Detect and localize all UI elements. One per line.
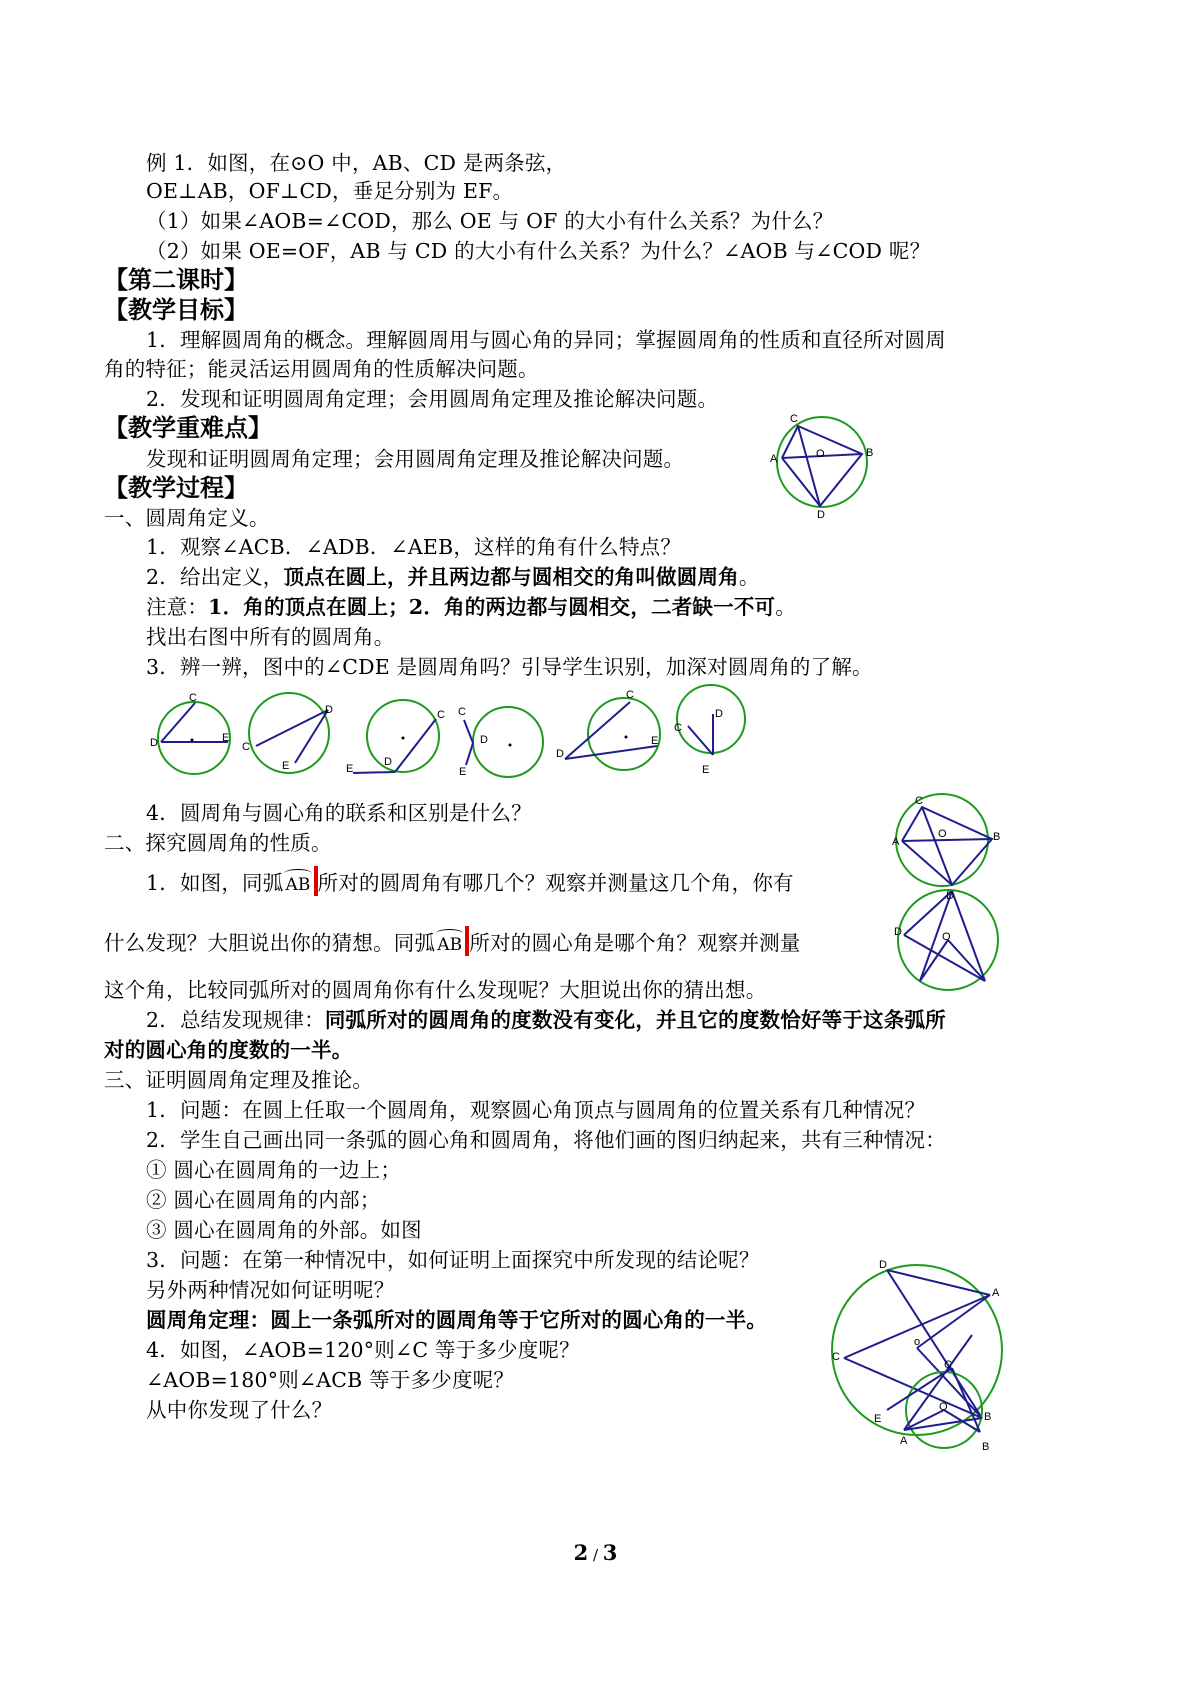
section3-case1: ① 圆心在圆周角的一边上； <box>146 1158 402 1182</box>
section1-p2: 2．给出定义，顶点在圆上，并且两边都与圆相交的角叫做圆周角。 <box>146 565 760 589</box>
identify-circle-6 <box>677 685 745 753</box>
label-o: O <box>816 448 825 460</box>
section1-find: 找出右图中所有的圆周角。 <box>146 625 395 649</box>
rule-bold: 对的圆心角的度数的一半。 <box>104 1038 353 1062</box>
section2-q2-line1: 2．总结发现规律：同弧所对的圆周角的度数没有变化，并且它的度数恰好等于这条弧所 <box>146 1008 946 1032</box>
section3-q2: 2．学生自己画出同一条弧的圆心角和圆周角，将他们画的图归纳起来，共有三种情况： <box>146 1128 946 1152</box>
label-d: D <box>480 734 488 746</box>
identify-seg <box>464 720 473 743</box>
label-o-small: o <box>914 1336 921 1348</box>
center-dot <box>509 744 512 747</box>
figure-chord <box>902 839 992 841</box>
label-c: C <box>189 692 197 704</box>
arc-ab: AB <box>283 872 312 898</box>
section3-q4c: 从中你发现了什么？ <box>146 1398 333 1422</box>
label-a: A <box>770 453 778 465</box>
heading-goals: 【教学目标】 <box>104 296 248 324</box>
label-e: E <box>222 732 230 744</box>
identify-circle-1 <box>158 702 230 774</box>
label-b: B <box>984 1411 992 1423</box>
section2-q1-line1: 1．如图，同弧 AB 所对的圆周角有哪几个？观察并测量这几个角，你有 <box>146 866 794 898</box>
heading-lesson2: 【第二课时】 <box>104 266 248 294</box>
label-c: C <box>242 741 250 753</box>
center-dot <box>191 739 194 742</box>
section1-title: 一、圆周角定义。 <box>104 506 270 530</box>
label-e: E <box>459 766 467 778</box>
section3-q3a: 3．问题：在第一种情况中，如何证明上面探究中所发现的结论呢？ <box>146 1248 760 1272</box>
identify-seg <box>466 743 473 765</box>
label-c: C <box>832 1351 840 1363</box>
example1-question1: （1）如果∠AOB=∠COD，那么 OE 与 OF 的大小有什么关系？为什么？ <box>146 209 834 233</box>
label-d: D <box>715 708 723 720</box>
section2-q1-line2: 什么发现？大胆说出你的猜想。同弧 AB 所对的圆心角是哪个角？观察并测量 <box>104 926 801 958</box>
center-dot <box>625 736 628 739</box>
label-d: D <box>150 737 158 749</box>
section3-q3b: 另外两种情况如何证明呢？ <box>146 1278 395 1302</box>
label-e: E <box>651 735 659 747</box>
label-a: A <box>992 1287 1000 1299</box>
label-d: D <box>946 890 954 902</box>
figure-chord <box>887 1270 982 1418</box>
label-c: C <box>458 706 466 718</box>
label-d: D <box>817 509 825 521</box>
page-number: 2 / 3 <box>573 1540 618 1565</box>
label-o: O <box>938 828 947 840</box>
section1-note: 注意：1．角的顶点在圆上；2．角的两边都与圆相交，二者缺一不可。 <box>146 595 796 619</box>
label-d: D <box>384 756 392 768</box>
label-e: E <box>346 763 354 775</box>
label-b: B <box>866 447 874 459</box>
label-c: C <box>674 722 682 734</box>
figure-central-angle <box>832 1260 1022 1470</box>
label-e: E <box>874 1413 882 1425</box>
section3-case2: ② 圆心在圆周角的内部； <box>146 1188 381 1212</box>
figure-chord-cd <box>798 426 820 506</box>
identify-seg <box>353 772 395 773</box>
example1-question2: （2）如果 OE=OF，AB 与 CD 的大小有什么关系？为什么？∠AOB 与∠COD 呢？ <box>146 239 931 263</box>
figure-same-arc <box>888 795 1008 1015</box>
theorem: 圆周角定理：圆上一条弧所对的圆周角等于它所对的圆心角的一半。 <box>146 1308 767 1332</box>
label-a: A <box>900 1435 908 1447</box>
goal-1-line2: 角的特征；能灵活运用圆周角的性质解决问题。 <box>104 357 539 381</box>
label-b: B <box>982 1441 990 1453</box>
label-b: B <box>993 831 1001 843</box>
label-d: D <box>894 926 902 938</box>
figure-inscribed-quadrilateral <box>770 410 880 520</box>
figure-quadrilateral <box>782 426 862 506</box>
identify-seg <box>161 703 195 742</box>
figure-circle <box>777 417 867 507</box>
section2-title: 二、探究圆周角的性质。 <box>104 831 332 855</box>
section1-p4: 4．圆周角与圆心角的联系和区别是什么？ <box>146 801 532 825</box>
label-c: C <box>626 689 634 701</box>
example1-line2: OE⊥AB，OF⊥CD，垂足分别为 EF。 <box>146 179 514 203</box>
section2-q1-line3: 这个角，比较同弧所对的圆周角你有什么发现呢？大胆说出你的猜出想。 <box>104 978 767 1002</box>
definition-text: 顶点在圆上，并且两边都与圆相交的角叫做圆周角 <box>283 565 739 589</box>
section3-q4b: ∠AOB=180°则∠ACB 等于多少度呢？ <box>146 1368 515 1392</box>
keypoints-text: 发现和证明圆周角定理；会用圆周角定理及推论解决问题。 <box>146 447 685 471</box>
goal-2: 2．发现和证明圆周角定理；会用圆周角定理及推论解决问题。 <box>146 387 719 411</box>
rule-bold: 同弧所对的圆周角的度数没有变化，并且它的度数恰好等于这条弧所 <box>324 1008 946 1032</box>
figure-chord <box>952 891 985 981</box>
heading-process: 【教学过程】 <box>104 474 248 502</box>
goal-1-line1: 1．理解圆周角的概念。理解圆周用与圆心角的异同；掌握圆周角的性质和直径所对圆周 <box>146 328 946 352</box>
label-o: O <box>942 931 951 943</box>
note-bold: 1．角的顶点在圆上；2．角的两边都与圆相交，二者缺一不可 <box>208 595 776 619</box>
label-c: C <box>790 413 798 425</box>
heading-keypoints: 【教学重难点】 <box>104 414 272 442</box>
label-e: E <box>702 764 710 776</box>
section3-q4a: 4．如图，∠AOB=120°则∠C 等于多少度呢？ <box>146 1338 580 1362</box>
section3-q1: 1．问题：在圆上任取一个圆周角，观察圆心角顶点与圆周角的位置关系有几种情况？ <box>146 1098 926 1122</box>
section3-case3: ③ 圆心在圆周角的外部。如图 <box>146 1218 422 1242</box>
label-c: C <box>915 795 923 807</box>
figure-identify-row <box>148 683 758 783</box>
label-d: D <box>879 1259 887 1271</box>
identify-seg <box>395 719 436 772</box>
section1-p3: 3．辨一辨，图中的∠CDE 是圆周角吗？引导学生识别，加深对圆周角的了解。 <box>146 655 873 679</box>
label-c: C <box>437 709 445 721</box>
center-dot <box>402 737 405 740</box>
section3-title: 三、证明圆周角定理及推论。 <box>104 1068 374 1092</box>
label-d: D <box>325 704 333 716</box>
arc-ab: AB <box>435 932 464 958</box>
label-a: A <box>892 836 900 848</box>
identify-circle-5 <box>588 698 660 770</box>
figure-chord <box>887 1270 990 1295</box>
figure-radius <box>948 940 985 981</box>
example1-line1: 例 1．如图，在⊙O 中，AB、CD 是两条弦， <box>146 151 567 175</box>
label-o: O <box>939 1401 948 1413</box>
label-d: D <box>556 748 564 760</box>
section1-p1: 1．观察∠ACB．∠ADB．∠AEB，这样的角有什么特点？ <box>146 535 682 559</box>
section2-q2-line2 <box>104 1037 352 1063</box>
label-e: E <box>282 760 290 772</box>
label-c: C <box>944 1359 952 1371</box>
